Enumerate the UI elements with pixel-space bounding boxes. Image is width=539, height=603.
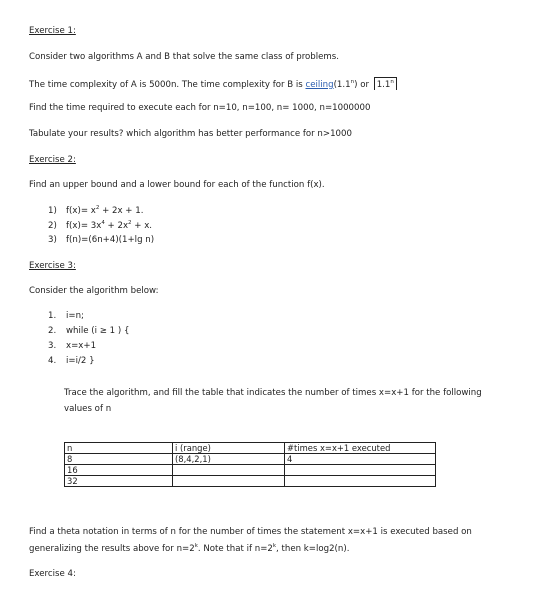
theta-instruction-line-1: Find a theta notation in terms of n for the number of times the statement x=x+1 is executed based on	[29, 527, 472, 537]
exercise-1-line-3: Find the time required to execute each for n=10, n=100, n= 1000, n=1000000	[29, 103, 371, 113]
line-number: 4.	[48, 356, 57, 366]
item-number: 1)	[48, 205, 57, 216]
theta-text: , then k=log2(n).	[276, 543, 350, 554]
table-row	[65, 465, 436, 476]
table-cell	[285, 476, 436, 487]
item-exponent: 4	[101, 220, 105, 226]
line-2-text: The time complexity of A is 5000n. The time complexity for B is	[29, 79, 306, 90]
header-times-executed: #times x=x+1 executed	[285, 443, 436, 454]
line-2-exponent: n	[350, 79, 355, 85]
ceiling-base: 1.1	[376, 79, 391, 90]
algorithm-line	[48, 326, 129, 336]
table-cell	[173, 476, 285, 487]
table-cell: 4	[285, 454, 436, 465]
ceiling-link[interactable]: ceiling	[305, 79, 334, 90]
algorithm-line	[48, 356, 95, 366]
item-number: 3)	[48, 235, 57, 245]
table-header-row	[65, 443, 436, 454]
exercise-2-intro: Find an upper bound and a lower bound for each of the function f(x).	[29, 180, 325, 190]
exercise-4-heading: Exercise 4:	[29, 569, 76, 579]
line-number: 3.	[48, 341, 57, 351]
table-cell	[285, 465, 436, 476]
item-text: f(x)= 3x	[66, 220, 102, 231]
theta-exponent: k	[194, 543, 198, 549]
algorithm-code: x=x+1	[66, 341, 97, 351]
line-number: 2.	[48, 326, 57, 336]
item-exponent: 2	[128, 220, 132, 226]
exercise-1-heading: Exercise 1:	[29, 26, 76, 36]
item-text: + x.	[131, 220, 153, 231]
item-exponent: 2	[95, 205, 100, 211]
item-text: + 2x	[104, 220, 129, 231]
exercise-3-intro: Consider the algorithm below:	[29, 286, 159, 296]
table-row	[65, 476, 436, 487]
function-item	[48, 205, 143, 216]
algorithm-line	[48, 311, 84, 321]
theta-instruction-line-2	[29, 543, 349, 554]
item-number: 2)	[48, 220, 57, 231]
algorithm-code: i=i/2 }	[66, 356, 95, 366]
trace-instruction-line-2: values of n	[64, 404, 112, 414]
theta-text: generalizing the results above for n=2	[29, 543, 195, 554]
trace-table	[64, 442, 436, 487]
function-item	[48, 235, 154, 245]
exercise-2-heading: Exercise 2:	[29, 155, 76, 165]
line-2-or: ) or	[354, 79, 372, 90]
table-cell: 32	[65, 476, 173, 487]
theta-text: . Note that if n=2	[197, 543, 273, 554]
exercise-1-line-2	[29, 77, 397, 90]
header-n: n	[65, 443, 173, 454]
exercise-1-line-1: Consider two algorithms A and B that solve the same class of problems.	[29, 52, 340, 62]
table-cell	[173, 465, 285, 476]
theta-exponent: k	[272, 543, 277, 549]
line-number: 1.	[48, 311, 57, 321]
item-text: f(n)=(6n+4)(1+lg n)	[66, 235, 155, 245]
table-cell: 16	[65, 465, 173, 476]
header-i-range: i (range)	[173, 443, 285, 454]
algorithm-code: while (i ≥ 1 ) {	[66, 326, 130, 336]
function-item	[48, 220, 152, 231]
exercise-3-heading: Exercise 3:	[29, 261, 76, 271]
item-text: + 2x + 1.	[99, 205, 144, 216]
algorithm-code: i=n;	[66, 311, 84, 321]
table-row	[65, 454, 436, 465]
ceiling-exponent: n	[390, 79, 394, 85]
table-cell: (8,4,2,1)	[173, 454, 285, 465]
trace-instruction-line-1: Trace the algorithm, and fill the table that indicates the number of times x=x+1 for the following	[64, 388, 482, 398]
item-text: f(x)= x	[66, 205, 96, 216]
table-cell: 8	[65, 454, 173, 465]
exercise-1-line-4: Tabulate your results? which algorithm has better performance for n>1000	[29, 129, 352, 139]
ceiling-expression	[374, 77, 397, 90]
line-2-base: (1.1	[333, 79, 351, 90]
algorithm-line	[48, 341, 96, 351]
